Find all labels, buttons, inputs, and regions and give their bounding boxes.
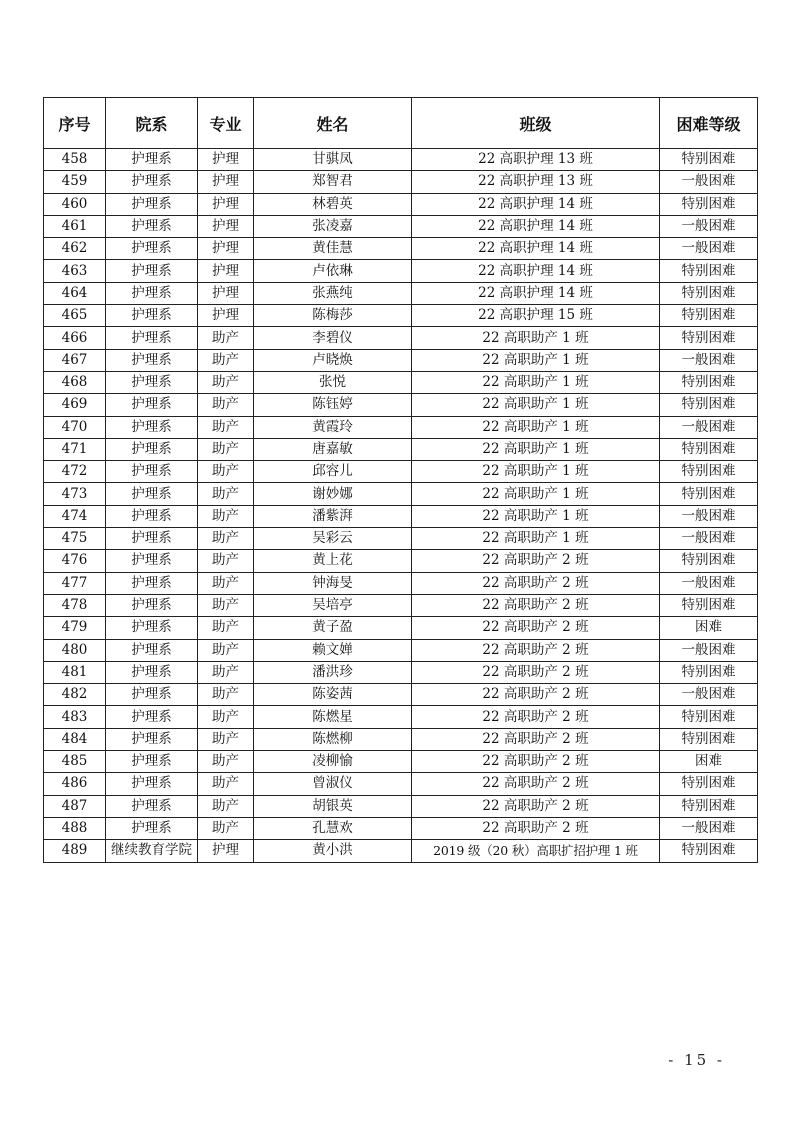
cell-department: 护理系 bbox=[106, 505, 198, 527]
cell-class: 22 高职助产 1 班 bbox=[412, 438, 660, 460]
cell-index: 468 bbox=[44, 371, 106, 393]
cell-index: 476 bbox=[44, 550, 106, 572]
cell-hardship-level: 特别困难 bbox=[660, 327, 758, 349]
cell-class: 22 高职助产 2 班 bbox=[412, 639, 660, 661]
cell-major: 助产 bbox=[198, 617, 254, 639]
cell-class: 22 高职护理 14 班 bbox=[412, 238, 660, 260]
cell-department: 护理系 bbox=[106, 238, 198, 260]
cell-name: 谢妙娜 bbox=[254, 483, 412, 505]
cell-department: 护理系 bbox=[106, 371, 198, 393]
cell-department: 护理系 bbox=[106, 349, 198, 371]
cell-index: 477 bbox=[44, 572, 106, 594]
cell-hardship-level: 特别困难 bbox=[660, 260, 758, 282]
cell-index: 464 bbox=[44, 282, 106, 304]
cell-class: 22 高职助产 1 班 bbox=[412, 371, 660, 393]
cell-major: 助产 bbox=[198, 594, 254, 616]
cell-major: 助产 bbox=[198, 528, 254, 550]
cell-name: 李碧仪 bbox=[254, 327, 412, 349]
header-department: 院系 bbox=[106, 98, 198, 149]
header-class: 班级 bbox=[412, 98, 660, 149]
student-hardship-table-container bbox=[43, 97, 757, 863]
cell-index: 489 bbox=[44, 840, 106, 862]
cell-index: 488 bbox=[44, 817, 106, 839]
cell-class: 22 高职助产 2 班 bbox=[412, 817, 660, 839]
cell-class: 22 高职助产 1 班 bbox=[412, 394, 660, 416]
cell-index: 484 bbox=[44, 728, 106, 750]
cell-department: 护理系 bbox=[106, 416, 198, 438]
cell-name: 黄上花 bbox=[254, 550, 412, 572]
cell-department: 护理系 bbox=[106, 215, 198, 237]
cell-department: 护理系 bbox=[106, 817, 198, 839]
cell-hardship-level: 一般困难 bbox=[660, 639, 758, 661]
cell-name: 卢晓焕 bbox=[254, 349, 412, 371]
cell-hardship-level: 特别困难 bbox=[660, 394, 758, 416]
cell-department: 护理系 bbox=[106, 483, 198, 505]
cell-department: 护理系 bbox=[106, 282, 198, 304]
cell-department: 护理系 bbox=[106, 461, 198, 483]
cell-class: 22 高职助产 1 班 bbox=[412, 483, 660, 505]
cell-class: 22 高职助产 2 班 bbox=[412, 661, 660, 683]
cell-name: 黄佳慧 bbox=[254, 238, 412, 260]
cell-major: 助产 bbox=[198, 349, 254, 371]
cell-hardship-level: 一般困难 bbox=[660, 349, 758, 371]
table-row bbox=[44, 215, 758, 237]
cell-major: 助产 bbox=[198, 416, 254, 438]
cell-hardship-level: 特别困难 bbox=[660, 594, 758, 616]
cell-class: 22 高职助产 2 班 bbox=[412, 795, 660, 817]
cell-name: 卢依琳 bbox=[254, 260, 412, 282]
cell-department: 护理系 bbox=[106, 795, 198, 817]
cell-class: 22 高职助产 1 班 bbox=[412, 528, 660, 550]
table-row bbox=[44, 371, 758, 393]
cell-major: 护理 bbox=[198, 238, 254, 260]
cell-major: 助产 bbox=[198, 639, 254, 661]
cell-class: 22 高职助产 1 班 bbox=[412, 327, 660, 349]
cell-class: 22 高职护理 14 班 bbox=[412, 282, 660, 304]
cell-class: 22 高职助产 2 班 bbox=[412, 684, 660, 706]
cell-hardship-level: 特别困难 bbox=[660, 483, 758, 505]
cell-hardship-level: 特别困难 bbox=[660, 461, 758, 483]
cell-class: 22 高职助产 2 班 bbox=[412, 594, 660, 616]
table-row bbox=[44, 260, 758, 282]
cell-major: 护理 bbox=[198, 171, 254, 193]
cell-major: 护理 bbox=[198, 260, 254, 282]
cell-department: 护理系 bbox=[106, 327, 198, 349]
cell-class: 22 高职护理 13 班 bbox=[412, 149, 660, 171]
cell-name: 黄小洪 bbox=[254, 840, 412, 862]
table-row bbox=[44, 416, 758, 438]
cell-index: 487 bbox=[44, 795, 106, 817]
cell-department: 护理系 bbox=[106, 305, 198, 327]
cell-hardship-level: 特别困难 bbox=[660, 661, 758, 683]
table-row bbox=[44, 282, 758, 304]
cell-department: 护理系 bbox=[106, 550, 198, 572]
cell-major: 助产 bbox=[198, 327, 254, 349]
cell-name: 吴彩云 bbox=[254, 528, 412, 550]
table-body bbox=[44, 149, 758, 863]
table-row bbox=[44, 684, 758, 706]
cell-hardship-level: 一般困难 bbox=[660, 215, 758, 237]
cell-department: 护理系 bbox=[106, 394, 198, 416]
cell-major: 助产 bbox=[198, 684, 254, 706]
cell-major: 助产 bbox=[198, 483, 254, 505]
header-index: 序号 bbox=[44, 98, 106, 149]
cell-name: 陈梅莎 bbox=[254, 305, 412, 327]
cell-name: 黄子盈 bbox=[254, 617, 412, 639]
cell-name: 陈姿茜 bbox=[254, 684, 412, 706]
cell-department: 护理系 bbox=[106, 528, 198, 550]
cell-hardship-level: 一般困难 bbox=[660, 528, 758, 550]
cell-class: 22 高职助产 1 班 bbox=[412, 461, 660, 483]
cell-index: 485 bbox=[44, 751, 106, 773]
cell-name: 钟海旻 bbox=[254, 572, 412, 594]
header-hardship-level: 困难等级 bbox=[660, 98, 758, 149]
cell-hardship-level: 一般困难 bbox=[660, 171, 758, 193]
header-name: 姓名 bbox=[254, 98, 412, 149]
table-row bbox=[44, 438, 758, 460]
cell-index: 486 bbox=[44, 773, 106, 795]
cell-class: 22 高职助产 2 班 bbox=[412, 572, 660, 594]
cell-name: 孔慧欢 bbox=[254, 817, 412, 839]
cell-hardship-level: 一般困难 bbox=[660, 572, 758, 594]
table-row bbox=[44, 550, 758, 572]
cell-name: 唐嘉敏 bbox=[254, 438, 412, 460]
cell-class: 22 高职助产 1 班 bbox=[412, 505, 660, 527]
cell-hardship-level: 一般困难 bbox=[660, 817, 758, 839]
table-row bbox=[44, 840, 758, 862]
cell-hardship-level: 特别困难 bbox=[660, 193, 758, 215]
cell-department: 护理系 bbox=[106, 193, 198, 215]
cell-index: 482 bbox=[44, 684, 106, 706]
cell-class: 22 高职助产 2 班 bbox=[412, 550, 660, 572]
table-row bbox=[44, 149, 758, 171]
table-row bbox=[44, 327, 758, 349]
cell-major: 助产 bbox=[198, 505, 254, 527]
cell-name: 郑智君 bbox=[254, 171, 412, 193]
cell-name: 陈钰婷 bbox=[254, 394, 412, 416]
cell-index: 483 bbox=[44, 706, 106, 728]
cell-index: 478 bbox=[44, 594, 106, 616]
table-row bbox=[44, 461, 758, 483]
cell-hardship-level: 困难 bbox=[660, 751, 758, 773]
cell-class: 22 高职助产 2 班 bbox=[412, 751, 660, 773]
cell-major: 助产 bbox=[198, 371, 254, 393]
table-row bbox=[44, 505, 758, 527]
cell-hardship-level: 特别困难 bbox=[660, 149, 758, 171]
cell-hardship-level: 特别困难 bbox=[660, 706, 758, 728]
cell-major: 助产 bbox=[198, 773, 254, 795]
table-row bbox=[44, 728, 758, 750]
cell-name: 胡银英 bbox=[254, 795, 412, 817]
cell-name: 黄霞玲 bbox=[254, 416, 412, 438]
cell-department: 护理系 bbox=[106, 572, 198, 594]
cell-hardship-level: 一般困难 bbox=[660, 684, 758, 706]
cell-class: 22 高职护理 14 班 bbox=[412, 215, 660, 237]
cell-index: 475 bbox=[44, 528, 106, 550]
cell-hardship-level: 特别困难 bbox=[660, 840, 758, 862]
cell-index: 465 bbox=[44, 305, 106, 327]
cell-hardship-level: 一般困难 bbox=[660, 505, 758, 527]
header-row bbox=[44, 98, 758, 149]
cell-name: 吴培亭 bbox=[254, 594, 412, 616]
table-row bbox=[44, 171, 758, 193]
cell-name: 潘紫湃 bbox=[254, 505, 412, 527]
cell-name: 张凌嘉 bbox=[254, 215, 412, 237]
cell-class: 22 高职护理 13 班 bbox=[412, 171, 660, 193]
cell-department: 护理系 bbox=[106, 773, 198, 795]
cell-class: 22 高职助产 2 班 bbox=[412, 773, 660, 795]
cell-class: 22 高职助产 1 班 bbox=[412, 416, 660, 438]
cell-name: 凌柳愉 bbox=[254, 751, 412, 773]
cell-index: 462 bbox=[44, 238, 106, 260]
cell-major: 助产 bbox=[198, 438, 254, 460]
page-number: - 15 - bbox=[668, 1051, 725, 1069]
cell-hardship-level: 特别困难 bbox=[660, 282, 758, 304]
cell-department: 护理系 bbox=[106, 639, 198, 661]
cell-name: 陈燃星 bbox=[254, 706, 412, 728]
table-row bbox=[44, 349, 758, 371]
cell-hardship-level: 特别困难 bbox=[660, 728, 758, 750]
cell-index: 466 bbox=[44, 327, 106, 349]
cell-department: 继续教育学院 bbox=[106, 840, 198, 862]
cell-name: 邱容儿 bbox=[254, 461, 412, 483]
cell-hardship-level: 特别困难 bbox=[660, 550, 758, 572]
cell-name: 张燕纯 bbox=[254, 282, 412, 304]
cell-major: 护理 bbox=[198, 215, 254, 237]
table-row bbox=[44, 594, 758, 616]
cell-hardship-level: 困难 bbox=[660, 617, 758, 639]
cell-name: 曾淑仪 bbox=[254, 773, 412, 795]
cell-class: 22 高职护理 14 班 bbox=[412, 193, 660, 215]
table-row bbox=[44, 817, 758, 839]
cell-major: 助产 bbox=[198, 728, 254, 750]
cell-major: 助产 bbox=[198, 706, 254, 728]
cell-major: 助产 bbox=[198, 661, 254, 683]
cell-class: 2019 级（20 秋）高职扩招护理 1 班 bbox=[412, 840, 660, 862]
student-hardship-table bbox=[43, 97, 758, 863]
table-header bbox=[44, 98, 758, 149]
cell-hardship-level: 特别困难 bbox=[660, 795, 758, 817]
table-row bbox=[44, 305, 758, 327]
cell-class: 22 高职护理 14 班 bbox=[412, 260, 660, 282]
table-row bbox=[44, 751, 758, 773]
cell-name: 赖文婵 bbox=[254, 639, 412, 661]
cell-department: 护理系 bbox=[106, 260, 198, 282]
table-row bbox=[44, 483, 758, 505]
cell-major: 助产 bbox=[198, 572, 254, 594]
cell-department: 护理系 bbox=[106, 684, 198, 706]
cell-index: 481 bbox=[44, 661, 106, 683]
cell-name: 陈燃柳 bbox=[254, 728, 412, 750]
cell-department: 护理系 bbox=[106, 149, 198, 171]
cell-hardship-level: 特别困难 bbox=[660, 438, 758, 460]
cell-major: 护理 bbox=[198, 282, 254, 304]
cell-department: 护理系 bbox=[106, 617, 198, 639]
cell-index: 479 bbox=[44, 617, 106, 639]
table-row bbox=[44, 193, 758, 215]
cell-major: 助产 bbox=[198, 550, 254, 572]
cell-index: 467 bbox=[44, 349, 106, 371]
cell-hardship-level: 一般困难 bbox=[660, 238, 758, 260]
cell-major: 护理 bbox=[198, 305, 254, 327]
table-row bbox=[44, 795, 758, 817]
cell-hardship-level: 特别困难 bbox=[660, 371, 758, 393]
cell-index: 474 bbox=[44, 505, 106, 527]
table-row bbox=[44, 528, 758, 550]
cell-index: 472 bbox=[44, 461, 106, 483]
cell-class: 22 高职助产 2 班 bbox=[412, 706, 660, 728]
cell-index: 459 bbox=[44, 171, 106, 193]
table-row bbox=[44, 639, 758, 661]
cell-name: 甘骐凤 bbox=[254, 149, 412, 171]
cell-department: 护理系 bbox=[106, 728, 198, 750]
cell-major: 助产 bbox=[198, 817, 254, 839]
table-row bbox=[44, 617, 758, 639]
cell-name: 林碧英 bbox=[254, 193, 412, 215]
cell-name: 潘洪珍 bbox=[254, 661, 412, 683]
cell-hardship-level: 特别困难 bbox=[660, 305, 758, 327]
cell-major: 护理 bbox=[198, 193, 254, 215]
cell-class: 22 高职护理 15 班 bbox=[412, 305, 660, 327]
cell-class: 22 高职助产 2 班 bbox=[412, 728, 660, 750]
cell-major: 助产 bbox=[198, 394, 254, 416]
cell-major: 护理 bbox=[198, 149, 254, 171]
cell-name: 张悦 bbox=[254, 371, 412, 393]
table-row bbox=[44, 661, 758, 683]
table-row bbox=[44, 394, 758, 416]
table-row bbox=[44, 773, 758, 795]
header-major: 专业 bbox=[198, 98, 254, 149]
cell-class: 22 高职助产 1 班 bbox=[412, 349, 660, 371]
cell-major: 助产 bbox=[198, 461, 254, 483]
cell-department: 护理系 bbox=[106, 171, 198, 193]
cell-major: 助产 bbox=[198, 751, 254, 773]
cell-index: 473 bbox=[44, 483, 106, 505]
cell-hardship-level: 特别困难 bbox=[660, 773, 758, 795]
cell-department: 护理系 bbox=[106, 594, 198, 616]
cell-department: 护理系 bbox=[106, 661, 198, 683]
cell-index: 480 bbox=[44, 639, 106, 661]
cell-index: 471 bbox=[44, 438, 106, 460]
cell-major: 护理 bbox=[198, 840, 254, 862]
cell-department: 护理系 bbox=[106, 438, 198, 460]
table-row bbox=[44, 238, 758, 260]
table-row bbox=[44, 572, 758, 594]
cell-index: 460 bbox=[44, 193, 106, 215]
cell-index: 461 bbox=[44, 215, 106, 237]
cell-class: 22 高职助产 2 班 bbox=[412, 617, 660, 639]
table-row bbox=[44, 706, 758, 728]
cell-index: 463 bbox=[44, 260, 106, 282]
cell-index: 458 bbox=[44, 149, 106, 171]
cell-department: 护理系 bbox=[106, 751, 198, 773]
cell-index: 470 bbox=[44, 416, 106, 438]
cell-major: 助产 bbox=[198, 795, 254, 817]
cell-index: 469 bbox=[44, 394, 106, 416]
cell-department: 护理系 bbox=[106, 706, 198, 728]
cell-hardship-level: 一般困难 bbox=[660, 416, 758, 438]
